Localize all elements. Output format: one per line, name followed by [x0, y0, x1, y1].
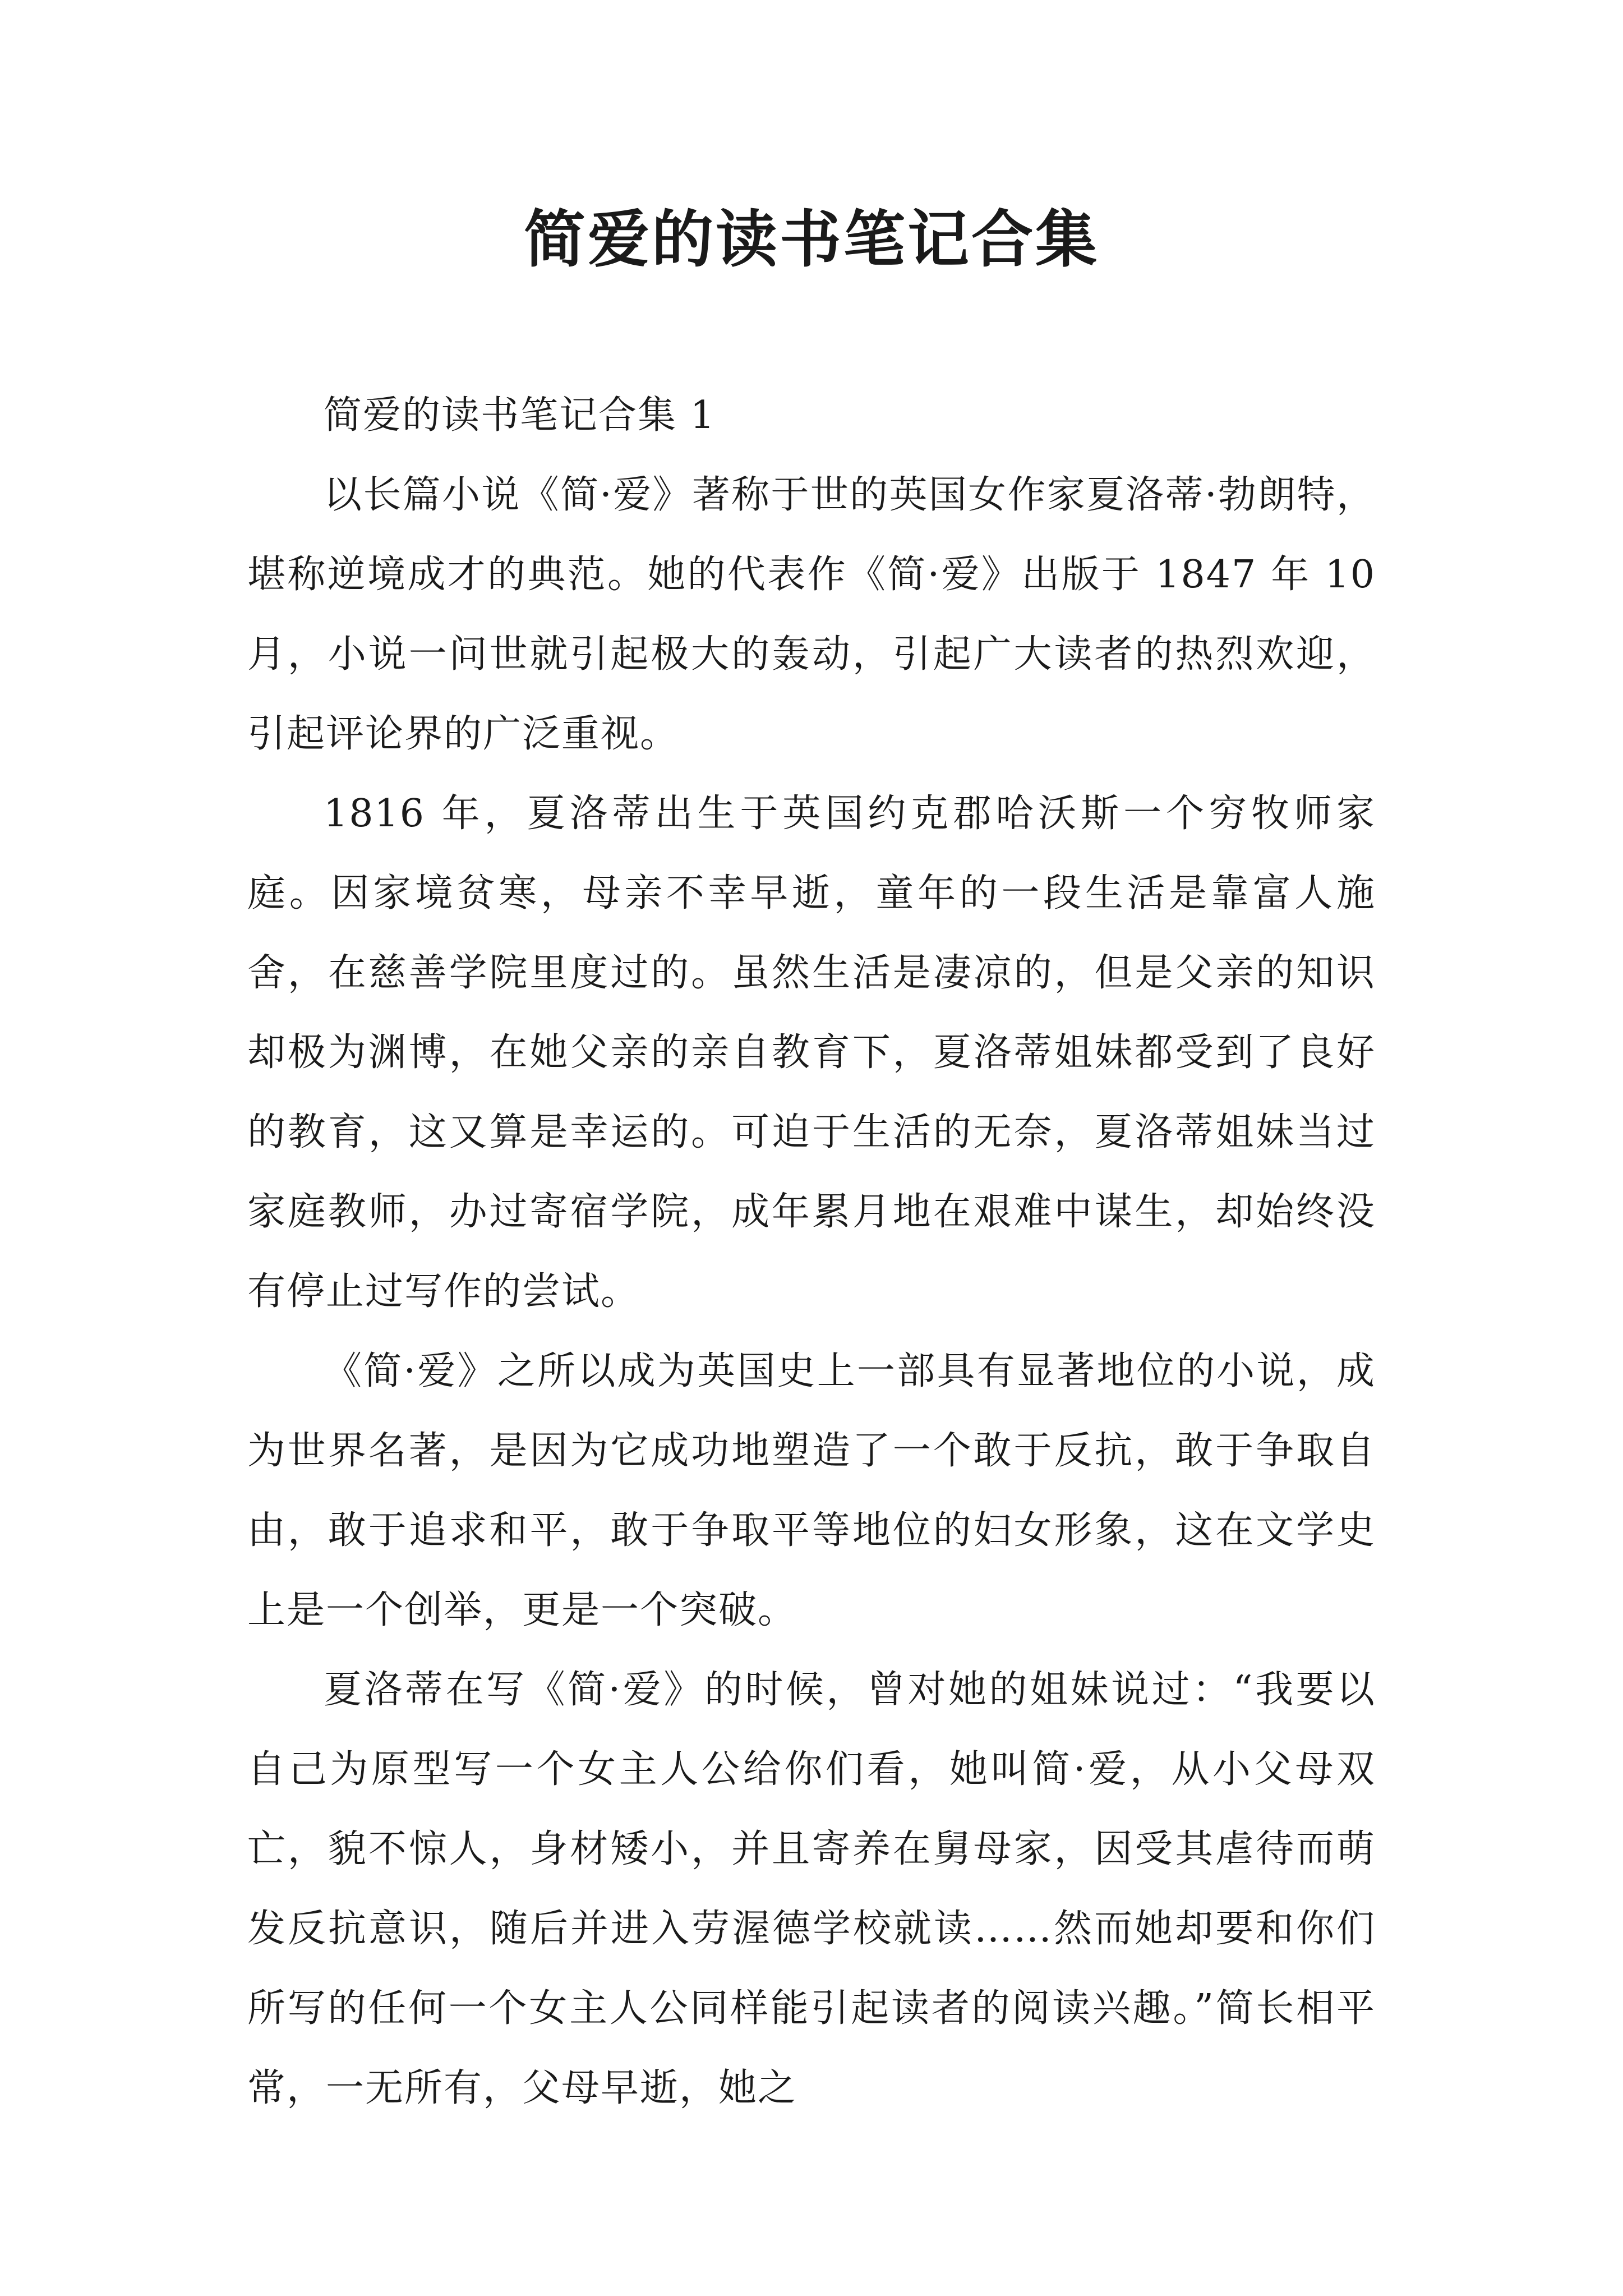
paragraph-4: 夏洛蒂在写《简·爱》的时候，曾对她的姐妹说过：“我要以自己为原型写一个女主人公给你们看，她叫简·爱，从小父母双亡，貌不惊人，身材矮小，并且寄养在舅母家，因受其虐待而萌发反抗意识，随后并进入劳渥德学校就读……然而她却要和你们所写的任何一个女主人公同样能引起读者的阅读兴趣。”简长相平常，一无所有，父母早逝，她之 — [247, 1668, 1376, 2110]
paragraph-3: 《简·爱》之所以成为英国史上一部具有显著地位的小说，成为世界名著，是因为它成功地塑造了一个敢于反抗，敢于争取自由，敢于追求和平，敢于争取平等地位的妇女形象，这在文学史上是一个创举，更是一个突破。 — [247, 1349, 1376, 1632]
document-body — [247, 376, 1376, 2128]
paragraph-1: 以长篇小说《简·爱》著称于世的英国女作家夏洛蒂·勃朗特，堪称逆境成才的典范。她的代表作《简·爱》出版于 1847 年 10 月，小说一问世就引起极大的轰动，引起广大读者的热烈欢迎，引起评论界的广泛重视。 — [247, 473, 1376, 756]
section-heading: 简爱的读书笔记合集 1 — [324, 393, 716, 438]
document-title: 简爱的读书笔记合集 — [524, 203, 1099, 275]
paragraph-2: 1816 年，夏洛蒂出生于英国约克郡哈沃斯一个穷牧师家庭。因家境贫寒，母亲不幸早逝，童年的一段生活是靠富人施舍，在慈善学院里度过的。虽然生活是凄凉的，但是父亲的知识却极为渊博，在她父亲的亲自教育下，夏洛蒂姐妹都受到了良好的教育，这又算是幸运的。可迫于生活的无奈，夏洛蒂姐妹当过家庭教师，办过寄宿学院，成年累月地在艰难中谋生，却始终没有停止过写作的尝试。 — [247, 792, 1376, 1314]
